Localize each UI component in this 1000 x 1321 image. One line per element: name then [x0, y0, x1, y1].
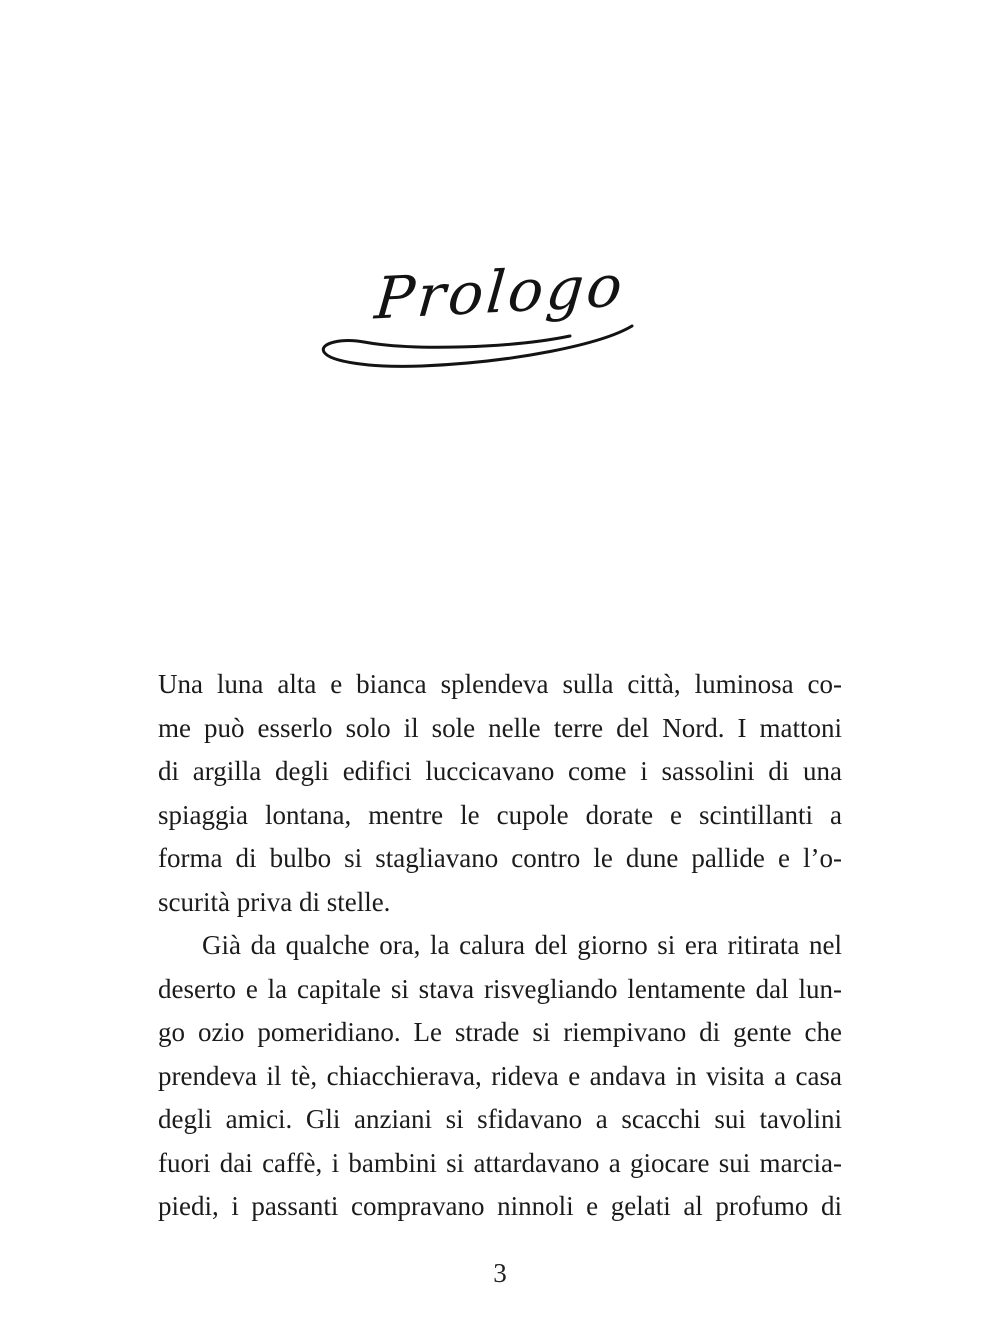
text-line: forma di bulbo si stagliavano contro le dune pallide e l’o-: [158, 843, 842, 873]
text-line: prendeva il tè, chiacchierava, rideva e andava in visita a casa: [158, 1060, 842, 1091]
chapter-heading: [0, 251, 1000, 333]
text-line: fuori dai caffè, i bambini si attardavano a giocare sui marcia-: [158, 1147, 842, 1178]
text-line: me può esserlo solo il sole nelle terre del Nord. I mattoni: [158, 712, 842, 743]
body-text: [158, 663, 842, 1229]
page-number-container: [0, 1258, 1000, 1289]
text-line: Una luna alta e bianca splendeva sulla città, luminosa co-: [158, 669, 842, 699]
text-line: go ozio pomeridiano. Le strade si riempivano di gente che: [158, 1017, 842, 1047]
text-line: scurità priva di stelle.: [158, 886, 391, 917]
page-number: 3: [493, 1258, 507, 1288]
text-line: Già da qualche ora, la calura del giorno si era ritirata nel: [202, 930, 842, 960]
text-line: di argilla degli edifici luccicavano come i sassolini di una: [158, 756, 842, 786]
text-line: spiaggia lontana, mentre le cupole dorate e scintillanti a: [158, 799, 842, 830]
text-line: deserto e la capitale si stava risvegliando lentamente dal lun-: [158, 973, 842, 1004]
chapter-heading-text: Prologo: [372, 251, 628, 333]
heading-flourish-icon: [302, 322, 662, 374]
text-line: piedi, i passanti compravano ninnoli e gelati al profumo di: [158, 1191, 842, 1221]
text-line: degli amici. Gli anziani si sfidavano a scacchi sui tavolini: [158, 1104, 842, 1134]
